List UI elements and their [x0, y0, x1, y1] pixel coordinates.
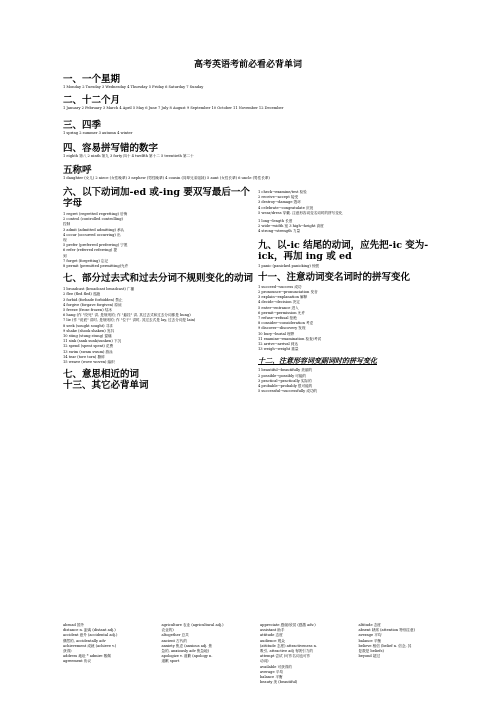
section-text: 1 Monday 2 Tuesday 3 Wednesday 4 Thursday 5 Friday 6 Saturday 7 Sunday	[63, 85, 204, 89]
section-heading: 十三、其它必背单词	[63, 380, 149, 392]
list-item: 控制	[63, 222, 71, 227]
list-item: 4 strong→strength 力量	[258, 229, 301, 234]
list-item: 4 occur (occurred occurring) 出	[63, 232, 121, 237]
list-item: beyond 超过	[358, 654, 381, 659]
list-item: abroad 国外	[63, 623, 85, 627]
section-heading: 十一、注意动词变名词时的拼写变化	[258, 271, 411, 283]
list-item: 1 long→length 长度	[258, 219, 293, 224]
list-item: beauty 美 (beautiful)	[260, 680, 298, 685]
list-item: 急的, anxiously adv 焦急地)	[161, 649, 210, 654]
list-item: 4 celebrate→congratulate 庆祝	[258, 205, 314, 210]
list-item: 农业的)	[161, 628, 174, 633]
list-item: 4 probable→probably 很可能的	[258, 384, 313, 389]
section-text: 1 daughter (女儿) 2 niece (女性晚辈) 3 nephew (男性晚辈) 4 cousin (同辈兄弟姐妹) 5 aunt (女性长辈) 6 uncle (男性长辈)	[63, 176, 270, 180]
word-column	[63, 623, 158, 685]
section-week	[63, 74, 453, 90]
list-item: 4 forgive (forgave forgiven) 原谅	[63, 302, 122, 307]
list-item: apologize v. 道歉 (apology n.	[161, 654, 213, 659]
list-item: 2 receive→accept 接受	[258, 195, 299, 200]
list-item: believe 相信 (belief n. 信念, 其	[358, 643, 412, 648]
left-column	[63, 187, 253, 391]
list-item: 8 consider→consideration 考虑	[258, 321, 314, 326]
list-item: distance n. 距离 (distant adj.)	[63, 628, 116, 633]
list-item: 7 lie (作 "说谎" 讲时, 是规则的; 作 "位于" 讲时, 其过去式是 lay, 过去分词是 lain)	[63, 318, 196, 323]
list-item: 到	[63, 253, 67, 258]
section-text: 1 eighth 第八 2 ninth 第九 3 forty 四十 4 twelfth 第十二 5 twentieth 第二十	[63, 154, 194, 158]
section-heading: 七、部分过去式和过去分词不规则变化的动词	[63, 273, 254, 285]
list-item: 获得)	[63, 649, 72, 654]
list-item: 2 pronounce→pronunciation 发音	[258, 290, 318, 295]
list-item: 2 possible→possibly 可能的	[258, 373, 307, 378]
list-item: 复数是 beliefs)	[358, 649, 384, 654]
list-item: 2 wide→width 宽 3 high→height 高度	[258, 224, 324, 229]
list-item: ancient 古代的	[161, 638, 187, 643]
section-heading: 五称呼	[63, 165, 92, 176]
section-heading: 二、十二个月	[63, 95, 121, 106]
list-item: 4 decide→decision 决定	[258, 300, 300, 305]
list-item: 5 freeze (froze frozen) 结冰	[63, 308, 112, 313]
list-item: balance 平衡	[358, 638, 382, 643]
adj-noun-list	[258, 219, 453, 235]
section-heading: 三、四季	[63, 120, 102, 131]
list-item: 13 swim (swam swum) 游泳	[63, 349, 113, 354]
page-title: 高考英语考前必看必背单词	[193, 60, 302, 70]
list-item: assistant 助手	[260, 628, 285, 633]
list-item: 3 forbid (forbade forbidden) 禁止	[63, 297, 123, 302]
section-heading: 九、以-ic 结尾的动词，应先把-ic 变为-ick，再加 ing 或 ed	[258, 239, 429, 262]
list-item: average 平均	[358, 633, 382, 638]
list-item: 7 refuse→refusal 拒绝	[258, 316, 297, 321]
section-body	[63, 287, 253, 365]
list-item: balance 平衡	[260, 675, 283, 680]
section-text: 1 panic (panicked panicking) 惊慌	[258, 263, 320, 268]
list-item: accident 意外 (accidental adj.)	[63, 633, 118, 638]
list-item: 2 flee (fled fled) 逃跑	[63, 292, 101, 297]
list-item: altogether 总共	[161, 633, 189, 638]
list-item: 15 weave (wove woven) 编织	[63, 360, 115, 365]
list-item: achievement 成就 (achieve v.)	[63, 643, 117, 648]
list-item: (attitude 态度) attractiveness n.	[260, 643, 318, 648]
list-item: 1 check→examine/test 检验	[258, 190, 307, 194]
list-item: 9 shake (shook shaken) 发抖	[63, 328, 115, 333]
list-item: 6 permit→permission 允许	[258, 310, 305, 315]
list-item: 10 bury→burial 埋葬	[258, 331, 295, 336]
list-item: attempt 尝试 (可作名词也可作	[260, 654, 311, 659]
list-item: anxiety 焦虑 (anxious adj. 焦	[161, 643, 213, 648]
word-list-grid	[63, 623, 453, 685]
section-body	[63, 212, 253, 269]
list-item: 14 tear (tore torn) 撕碎	[63, 354, 105, 359]
section-heading: 六、以下动词加-ed 或-ing 要双写最后一个字母	[63, 187, 250, 209]
list-item: 6 hang (作 "绞死" 讲, 是规则的; 作 "悬挂" 讲, 其过去式和过去分词都是 hung)	[63, 313, 191, 318]
section-months	[63, 95, 453, 111]
section-text: 1 spring 2 summer 3 autumn 4 winter	[63, 131, 133, 135]
list-item: available 可获得的	[260, 664, 292, 669]
list-item: 11 sink (sank sunk/sunken) 下沉	[63, 339, 122, 344]
section-body	[258, 368, 453, 394]
list-item: 8 permit (permitted permitting)允许	[63, 264, 129, 269]
list-item: appreciate 感谢/欣赏 (感激 adv.)	[260, 623, 316, 627]
list-item: altitude 态度	[358, 623, 381, 627]
list-item: 3 practical→practically 实际的	[258, 378, 312, 383]
list-item: 2 control (controlled controlling)	[63, 217, 123, 222]
list-item: 动词)	[260, 659, 269, 664]
section-seasons	[63, 120, 453, 136]
list-item: 5 successful→successfully 成功的	[258, 389, 318, 394]
section-heading: 四、容易拼写错的数字	[63, 143, 159, 154]
list-item: 3 destroy→damage 毁坏	[258, 200, 301, 205]
word-column	[260, 623, 355, 685]
list-item: 1 broadcast (broadcast broadcast) 广播	[63, 287, 135, 292]
list-item: 6 refer (referred referring) 提	[63, 248, 117, 253]
section-heading: 十二、注意形容词变副词时的拼写变化	[258, 356, 377, 366]
section-heading: 七、意思相近的词	[63, 369, 140, 381]
list-item: 9 discover→discovery 发现	[258, 326, 306, 331]
list-item: 5 enter→entrance 进入	[258, 305, 299, 310]
list-item: 3 explain→explanation 解释	[258, 295, 308, 300]
list-item: 5 prefer (preferred preferring) 宁愿	[63, 243, 128, 248]
right-column	[258, 190, 453, 394]
section-heading: 一、一个星期	[63, 74, 121, 85]
list-item: 10 sting (stung stung) 蜇痛	[63, 334, 112, 339]
list-item: 11 examine→examination 检查/考试	[258, 336, 322, 341]
list-item: absent 缺席 (attention 特别注意)	[358, 628, 416, 633]
list-item: 7 forget (forgetting) 忘记	[63, 258, 109, 263]
list-item: 12 spend (spent spent) 花费	[63, 344, 114, 349]
section-body	[258, 285, 453, 353]
list-item: 现	[63, 238, 67, 243]
list-item: 12 arrive→arrival 到达	[258, 342, 298, 347]
list-item: 偶然的, accidentally adv	[63, 638, 106, 643]
list-item: 8 seek (sought sought) 寻求	[63, 323, 113, 328]
list-item: 1 succeed→success 成功	[258, 284, 302, 289]
list-item: agreement 协议	[63, 659, 92, 664]
list-item: 3 admit (admitted admitting) 承认	[63, 227, 125, 232]
section-text: 1 January 2 February 3 March 4 April 5 May 6 June 7 July 8 August 9 September 10 October 11 November 12 December	[63, 106, 284, 110]
list-item: attitude 态度	[260, 633, 283, 638]
list-item: audience 观众	[260, 638, 285, 643]
list-item: agriculture 农业 (agricultural adj.)	[161, 623, 224, 627]
section-titles	[63, 165, 453, 181]
list-item: address 地址 * admire 敬佩	[63, 654, 111, 659]
word-column	[359, 623, 454, 685]
list-item: average 平均	[260, 669, 283, 674]
list-item: 13 weigh→weight 重量	[258, 347, 299, 352]
list-item: 吸引, attractive adj 有吸引力的	[260, 649, 313, 654]
word-column	[162, 623, 257, 685]
synonyms-list	[258, 190, 453, 216]
section-numbers	[63, 143, 453, 159]
list-item: 1 regret (regretted regretting) 后悔	[63, 212, 128, 216]
list-item: 1 beautiful→beautifully 美丽的	[258, 368, 313, 373]
list-item: 5 wear/dress 穿戴. 注意形容词变名词时的拼写变化	[258, 210, 343, 215]
list-item: 道歉 sport	[161, 659, 180, 664]
